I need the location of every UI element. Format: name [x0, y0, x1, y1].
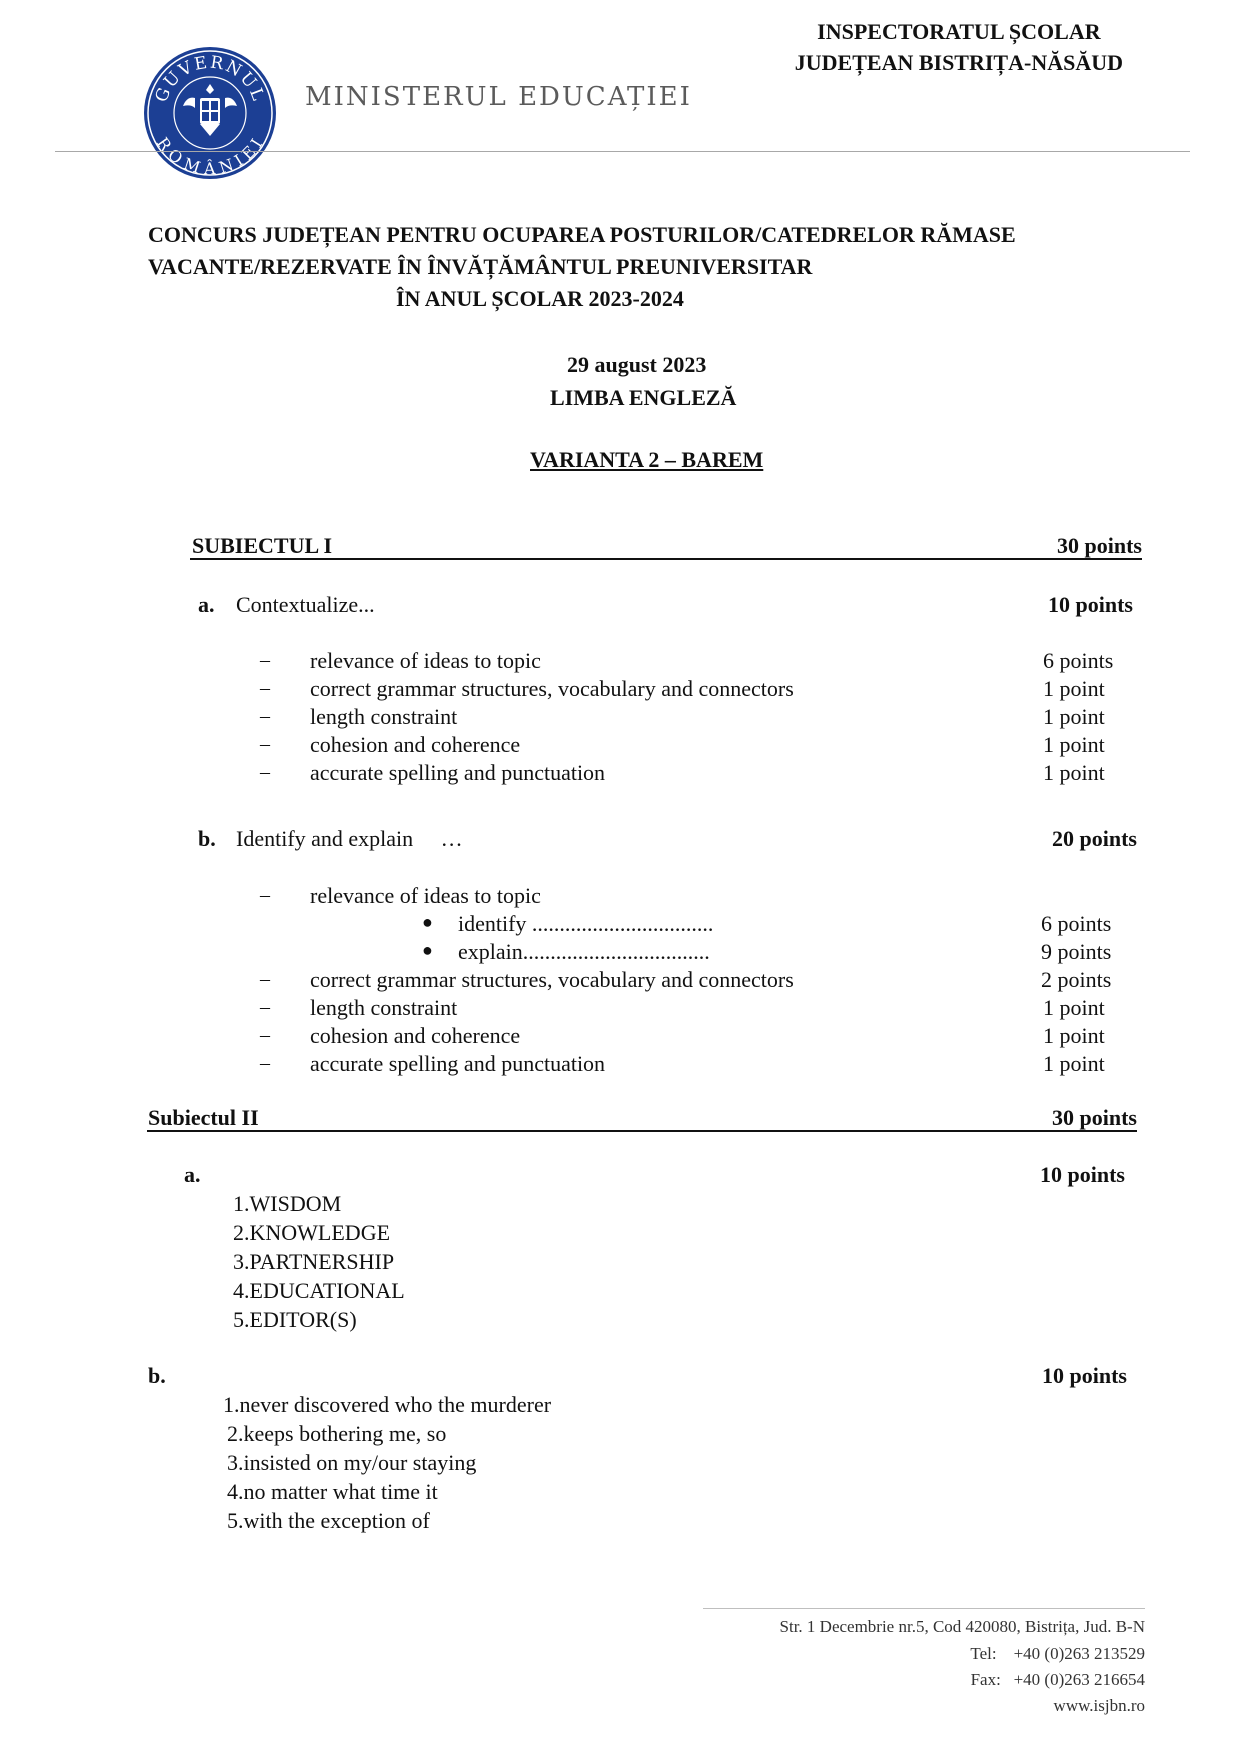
header-divider	[55, 151, 1190, 152]
list-dash: –	[260, 677, 270, 699]
answer-item: 2.keeps bothering me, so	[227, 1421, 447, 1446]
list-dash: –	[260, 968, 270, 990]
svg-text:GUVERNUL: GUVERNUL	[151, 52, 269, 106]
footer-tel	[970, 1644, 1145, 1664]
section1-points: 30 points	[1057, 533, 1142, 558]
list-item-points: 1 point	[1043, 732, 1105, 757]
footer-fax-label: Fax:	[970, 1670, 1001, 1689]
section2-a-points: 10 points	[1040, 1162, 1125, 1187]
title-line-3: ÎN ANUL ȘCOLAR 2023-2024	[396, 286, 684, 311]
bullet-dot: ●	[422, 912, 433, 932]
exam-date: 29 august 2023	[567, 352, 707, 377]
list-item-points: 1 point	[1043, 1051, 1105, 1076]
section1-a-letter: a.	[198, 592, 215, 617]
list-dash: –	[260, 1052, 270, 1074]
section1-a-points: 10 points	[1048, 592, 1133, 617]
list-item-text: correct grammar structures, vocabulary and connectors	[310, 967, 794, 992]
section2-heading: Subiectul II	[148, 1105, 259, 1130]
list-item-points: 1 point	[1043, 995, 1105, 1020]
svg-text:ROMÂNIEI: ROMÂNIEI	[152, 133, 268, 179]
list-dash: –	[260, 733, 270, 755]
list-item-text: accurate spelling and punctuation	[310, 760, 606, 785]
answer-item: 5.EDITOR(S)	[233, 1307, 357, 1332]
section2-rule	[147, 1130, 1137, 1132]
bullet-dot: ●	[422, 940, 433, 960]
bullet-item-points: 9 points	[1041, 939, 1112, 964]
section1-b-label: Identify and explain …	[236, 826, 463, 851]
answer-item: 1.WISDOM	[233, 1191, 342, 1216]
list-dash: –	[260, 705, 270, 727]
footer-website[interactable]: www.isjbn.ro	[1053, 1696, 1145, 1715]
list-dash: –	[260, 761, 270, 783]
list-item-points: 1 point	[1043, 1023, 1105, 1048]
section2-b-points: 10 points	[1042, 1363, 1127, 1388]
list-item-points: 6 points	[1043, 648, 1114, 673]
list-item-points: 1 point	[1043, 704, 1105, 729]
list-dash: –	[260, 884, 270, 906]
government-seal-logo	[143, 46, 277, 180]
list-item-points: 1 point	[1043, 760, 1105, 785]
inspectorate-line-1: INSPECTORATUL ȘCOLAR	[817, 19, 1101, 44]
section1-a-label: Contextualize...	[236, 592, 375, 617]
ministry-name: MINISTERUL EDUCAȚIEI	[305, 82, 692, 112]
list-item-text: length constraint	[310, 704, 458, 729]
section2-a-letter: a.	[184, 1162, 201, 1187]
exam-subject: LIMBA ENGLEZĂ	[550, 385, 737, 410]
answer-item: 4.EDUCATIONAL	[233, 1278, 405, 1303]
bullet-item-points: 6 points	[1041, 911, 1112, 936]
list-item-points: 1 point	[1043, 676, 1105, 701]
list-item-points: 2 points	[1041, 967, 1112, 992]
bullet-item-text: identify .................................	[458, 911, 714, 936]
section2-b-letter: b.	[148, 1363, 166, 1388]
footer-fax-number: +40 (0)263 216654	[1013, 1670, 1145, 1689]
footer-tel-number: +40 (0)263 213529	[1013, 1644, 1145, 1663]
variant-title: VARIANTA 2 – BAREM	[530, 447, 764, 472]
answer-item: 3.PARTNERSHIP	[233, 1249, 395, 1274]
inspectorate-name	[795, 16, 1123, 78]
list-dash: –	[260, 996, 270, 1018]
footer-fax	[971, 1670, 1145, 1690]
section1-heading: SUBIECTUL I	[192, 533, 333, 558]
title-line-1: CONCURS JUDEȚEAN PENTRU OCUPAREA POSTURILOR/CATEDRELOR RĂMASE	[148, 222, 1016, 247]
list-item-text: cohesion and coherence	[310, 1023, 521, 1048]
section1-rule	[190, 558, 1142, 560]
list-item-text: cohesion and coherence	[310, 732, 521, 757]
footer-tel-label: Tel:	[970, 1644, 997, 1663]
section1-b-letter: b.	[198, 826, 216, 851]
list-item-text: relevance of ideas to topic	[310, 648, 541, 673]
list-item-text: accurate spelling and punctuation	[310, 1051, 606, 1076]
answer-item: 4.no matter what time it	[227, 1479, 438, 1504]
section2-points: 30 points	[1052, 1105, 1137, 1130]
inspectorate-line-2: JUDEȚEAN BISTRIȚA-NĂSĂUD	[794, 50, 1123, 75]
footer-divider	[703, 1608, 1145, 1609]
list-dash: –	[260, 1024, 270, 1046]
footer-address: Str. 1 Decembrie nr.5, Cod 420080, Bistrița, Jud. B-N	[779, 1617, 1145, 1636]
answer-item: 5.with the exception of	[227, 1508, 430, 1533]
answer-item: 3.insisted on my/our staying	[227, 1450, 477, 1475]
list-item-text: length constraint	[310, 995, 458, 1020]
section1-b-points: 20 points	[1052, 826, 1137, 851]
answer-item: 2.KNOWLEDGE	[233, 1220, 391, 1245]
answer-item: 1.never discovered who the murderer	[223, 1392, 552, 1417]
list-item-text: correct grammar structures, vocabulary and connectors	[310, 676, 794, 701]
list-dash: –	[260, 649, 270, 671]
bullet-item-text: explain..................................	[458, 939, 710, 964]
list-item-text: relevance of ideas to topic	[310, 883, 541, 908]
title-line-2: VACANTE/REZERVATE ÎN ÎNVĂȚĂMÂNTUL PREUNIVERSITAR	[148, 254, 813, 279]
